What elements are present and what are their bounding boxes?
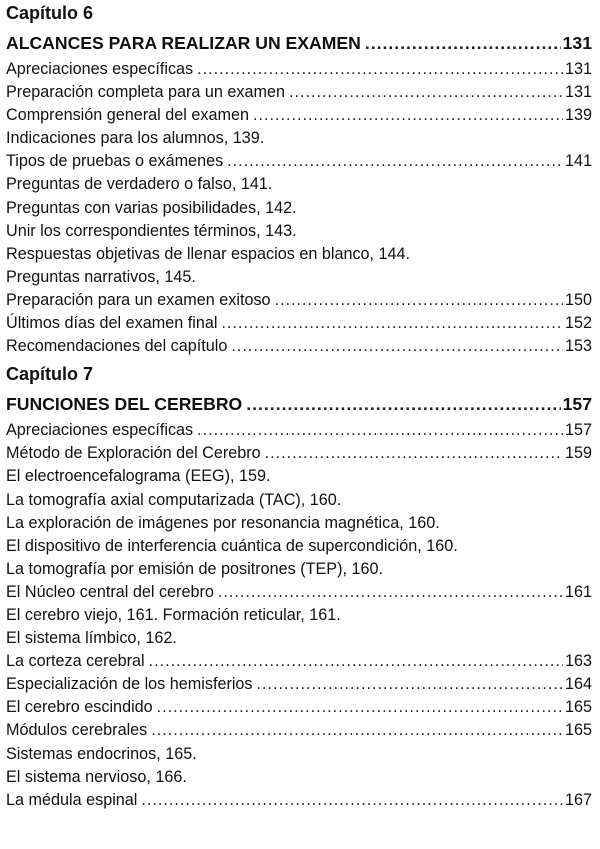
toc-entry — [6, 789, 592, 812]
chapter-7-section — [6, 361, 592, 812]
page-number: 164 — [564, 675, 592, 694]
toc-entry — [6, 58, 592, 81]
toc-entry-label: Preparación completa para un examen — [6, 83, 285, 102]
toc-entry — [6, 266, 592, 289]
dot-leader — [227, 150, 563, 173]
toc-entry — [6, 581, 592, 604]
dot-leader — [197, 419, 563, 442]
dot-leader — [365, 29, 561, 58]
toc-entry — [6, 127, 592, 150]
toc-entry-label: Método de Exploración del Cerebro — [6, 444, 261, 463]
toc-entry-label: Indicaciones para los alumnos, 139. — [6, 129, 265, 148]
chapter-heading: Capítulo 7 — [6, 364, 94, 385]
dot-leader — [141, 789, 563, 812]
toc-entry — [6, 419, 592, 442]
page-number: 131 — [564, 60, 592, 78]
toc-entry-label: Preguntas de verdadero o falso, 141. — [6, 175, 273, 194]
toc-entry — [6, 81, 592, 104]
page-number: 165 — [564, 721, 592, 740]
dot-leader — [151, 719, 563, 742]
toc-entry — [6, 442, 592, 465]
page-number: 167 — [564, 790, 592, 809]
toc-entry-label: Unir los correspondientes términos, 143. — [6, 221, 297, 240]
toc-entry — [6, 604, 592, 627]
dot-leader — [221, 312, 563, 335]
toc-entry-label: El sistema límbico, 162. — [6, 629, 177, 648]
dot-leader — [275, 289, 563, 312]
toc-entry-list — [6, 58, 592, 358]
toc-entry-label: Sistemas endocrinos, 165. — [6, 744, 197, 763]
toc-entry — [6, 558, 592, 581]
toc-entry-label: Comprensión general del examen — [6, 106, 249, 125]
toc-entry-label: La tomografía axial computarizada (TAC), 160. — [6, 490, 342, 509]
page-number: 157 — [564, 421, 592, 440]
page-number: 141 — [564, 152, 592, 171]
page-number: 152 — [564, 314, 592, 333]
page-number: 157 — [562, 394, 592, 415]
chapter-title: FUNCIONES DEL CEREBRO — [6, 394, 243, 415]
chapter-title-row — [6, 29, 592, 58]
toc-entry — [6, 535, 592, 558]
toc-entry — [6, 150, 592, 173]
toc-entry-label: Tipos de pruebas o exámenes — [6, 152, 224, 171]
page-number: 161 — [564, 582, 592, 601]
toc-entry-label: Preguntas narrativos, 145. — [6, 267, 196, 286]
chapter-6-section — [6, 0, 592, 358]
toc-entry-label: El sistema nervioso, 166. — [6, 767, 187, 786]
chapter-title-row — [6, 390, 592, 419]
dot-leader — [149, 650, 563, 673]
toc-entry — [6, 489, 592, 512]
toc-entry-label: La corteza cerebral — [6, 652, 145, 671]
toc-entry-label: Recomendaciones del capítulo — [6, 337, 228, 356]
toc-entry-label: Preparación para un examen exitoso — [6, 290, 271, 309]
page-number: 163 — [564, 652, 592, 671]
toc-entry-label: Últimos días del examen final — [6, 314, 218, 333]
dot-leader — [257, 673, 563, 696]
toc-entry — [6, 465, 592, 488]
toc-entry — [6, 673, 592, 696]
toc-entry-label: La médula espinal — [6, 790, 138, 809]
page-number: 153 — [564, 337, 592, 356]
toc-entry — [6, 335, 592, 358]
toc-entry — [6, 243, 592, 266]
page-number: 131 — [564, 83, 592, 102]
page-number: 131 — [562, 33, 592, 53]
toc-entry — [6, 312, 592, 335]
toc-entry — [6, 696, 592, 719]
toc-entry — [6, 627, 592, 650]
toc-entry — [6, 743, 592, 766]
dot-leader — [265, 442, 563, 465]
toc-entry — [6, 512, 592, 535]
page-number: 150 — [564, 290, 592, 309]
toc-entry-label: Especialización de los hemisferios — [6, 675, 253, 694]
dot-leader — [157, 696, 563, 719]
dot-leader — [253, 104, 563, 127]
toc-entry-label: Respuestas objetivas de llenar espacios en blanco, 144. — [6, 244, 411, 263]
toc-entry — [6, 104, 592, 127]
toc-entry-label: Apreciaciones específicas — [6, 60, 194, 78]
dot-leader — [197, 58, 563, 81]
toc-entry — [6, 289, 592, 312]
toc-entry — [6, 766, 592, 789]
page-number: 139 — [564, 106, 592, 125]
toc-entry-label: La exploración de imágenes por resonancia magnética, 160. — [6, 513, 440, 532]
toc-entry-label: Preguntas con varias posibilidades, 142. — [6, 198, 297, 217]
dot-leader — [246, 390, 560, 419]
toc-entry — [6, 197, 592, 220]
page-number: 159 — [564, 444, 592, 463]
page-number: 165 — [564, 698, 592, 717]
toc-entry-label: El cerebro escindido — [6, 698, 153, 717]
toc-entry-label: La tomografía por emisión de positrones (TEP), 160. — [6, 559, 383, 578]
toc-entry-label: Módulos cerebrales — [6, 721, 148, 740]
toc-entry-label: El electroencefalograma (EEG), 159. — [6, 467, 271, 486]
dot-leader — [289, 81, 563, 104]
toc-entry — [6, 220, 592, 243]
toc-entry — [6, 173, 592, 196]
chapter-heading: Capítulo 6 — [6, 3, 94, 23]
dot-leader — [231, 335, 563, 358]
dot-leader — [218, 581, 563, 604]
toc-entry-list — [6, 419, 592, 812]
toc-entry — [6, 650, 592, 673]
toc-entry-label: El dispositivo de interferencia cuántica de supercondición, 160. — [6, 536, 458, 555]
toc-entry-label: El cerebro viejo, 161. Formación reticular, 161. — [6, 605, 341, 624]
toc-entry — [6, 719, 592, 742]
chapter-title: ALCANCES PARA REALIZAR UN EXAMEN — [6, 33, 361, 53]
toc-entry-label: El Núcleo central del cerebro — [6, 582, 214, 601]
toc-entry-label: Apreciaciones específicas — [6, 421, 194, 440]
